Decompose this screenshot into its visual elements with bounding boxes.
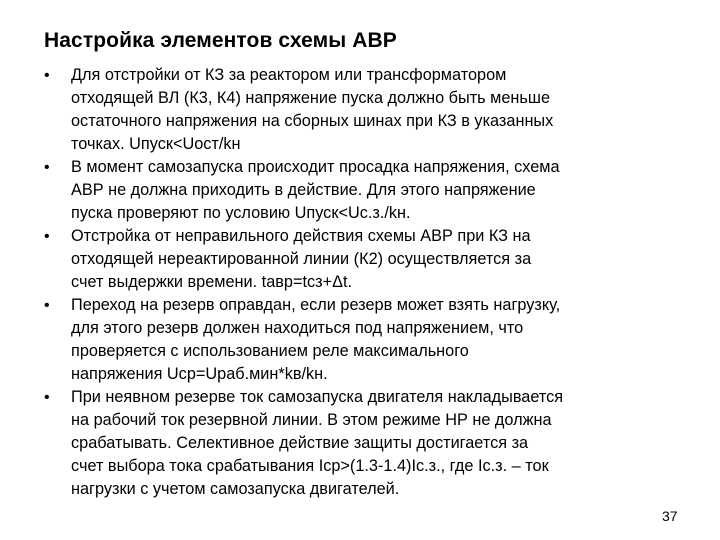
item-text-line: срабатывать. Селективное действие защиты достигается за bbox=[71, 434, 529, 452]
item-text-line: счет выдержки времени. tавр=tсз+Δt. bbox=[71, 273, 353, 291]
bullet-marker: • bbox=[44, 297, 50, 314]
item-text-line: При неявном резерве ток самозапуска двигателя накладывается bbox=[71, 388, 564, 406]
item-text-line: точках. Uпуск<Uост/kн bbox=[71, 135, 241, 153]
item-text-line: остаточного напряжения на сборных шинах при КЗ в указанных bbox=[71, 112, 554, 130]
item-text-line: на рабочий ток резервной линии. В этом режиме НР не должна bbox=[71, 411, 552, 429]
item-text-line: Для отстройки от КЗ за реактором или трансформатором bbox=[71, 66, 507, 84]
bullet-marker: • bbox=[44, 159, 50, 176]
bullet-list bbox=[44, 64, 704, 501]
item-text-line: В момент самозапуска происходит просадка напряжения, схема bbox=[71, 158, 560, 176]
item-text-line: для этого резерв должен находиться под напряжением, что bbox=[71, 319, 524, 337]
bullet-item-1 bbox=[44, 64, 704, 156]
item-text-line: Переход на резерв оправдан, если резерв может взять нагрузку, bbox=[71, 296, 561, 314]
item-text-line: счет выбора тока срабатывания Iср>(1.3-1.4)Iс.з., где Iс.з. – ток bbox=[71, 457, 549, 475]
item-text-line: Отстройка от неправильного действия схемы АВР при КЗ на bbox=[71, 227, 531, 245]
bullet-item-4 bbox=[44, 294, 704, 386]
item-text-line: отходящей ВЛ (К3, К4) напряжение пуска должно быть меньше bbox=[71, 89, 551, 107]
bullet-item-5 bbox=[44, 386, 704, 501]
bullet-marker: • bbox=[44, 228, 50, 245]
bullet-item-3 bbox=[44, 225, 704, 294]
item-text-line: напряжения Uср=Uраб.мин*kв/kн. bbox=[71, 365, 328, 383]
item-text-line: пуска проверяют по условию Uпуск<Uс.з./kн. bbox=[71, 204, 411, 222]
page-number: 37 bbox=[662, 508, 678, 524]
slide-title: Настройка элементов схемы АВР bbox=[44, 29, 397, 52]
bullet-item-2 bbox=[44, 156, 704, 225]
item-text-line: проверяется с использованием реле максимального bbox=[71, 342, 469, 360]
item-text-line: отходящей нереактированной линии (К2) осуществляется за bbox=[71, 250, 532, 268]
item-text-line: нагрузки с учетом самозапуска двигателей. bbox=[71, 480, 400, 498]
bullet-marker: • bbox=[44, 67, 50, 84]
bullet-marker: • bbox=[44, 389, 50, 406]
item-text-line: АВР не должна приходить в действие. Для этого напряжение bbox=[71, 181, 536, 199]
